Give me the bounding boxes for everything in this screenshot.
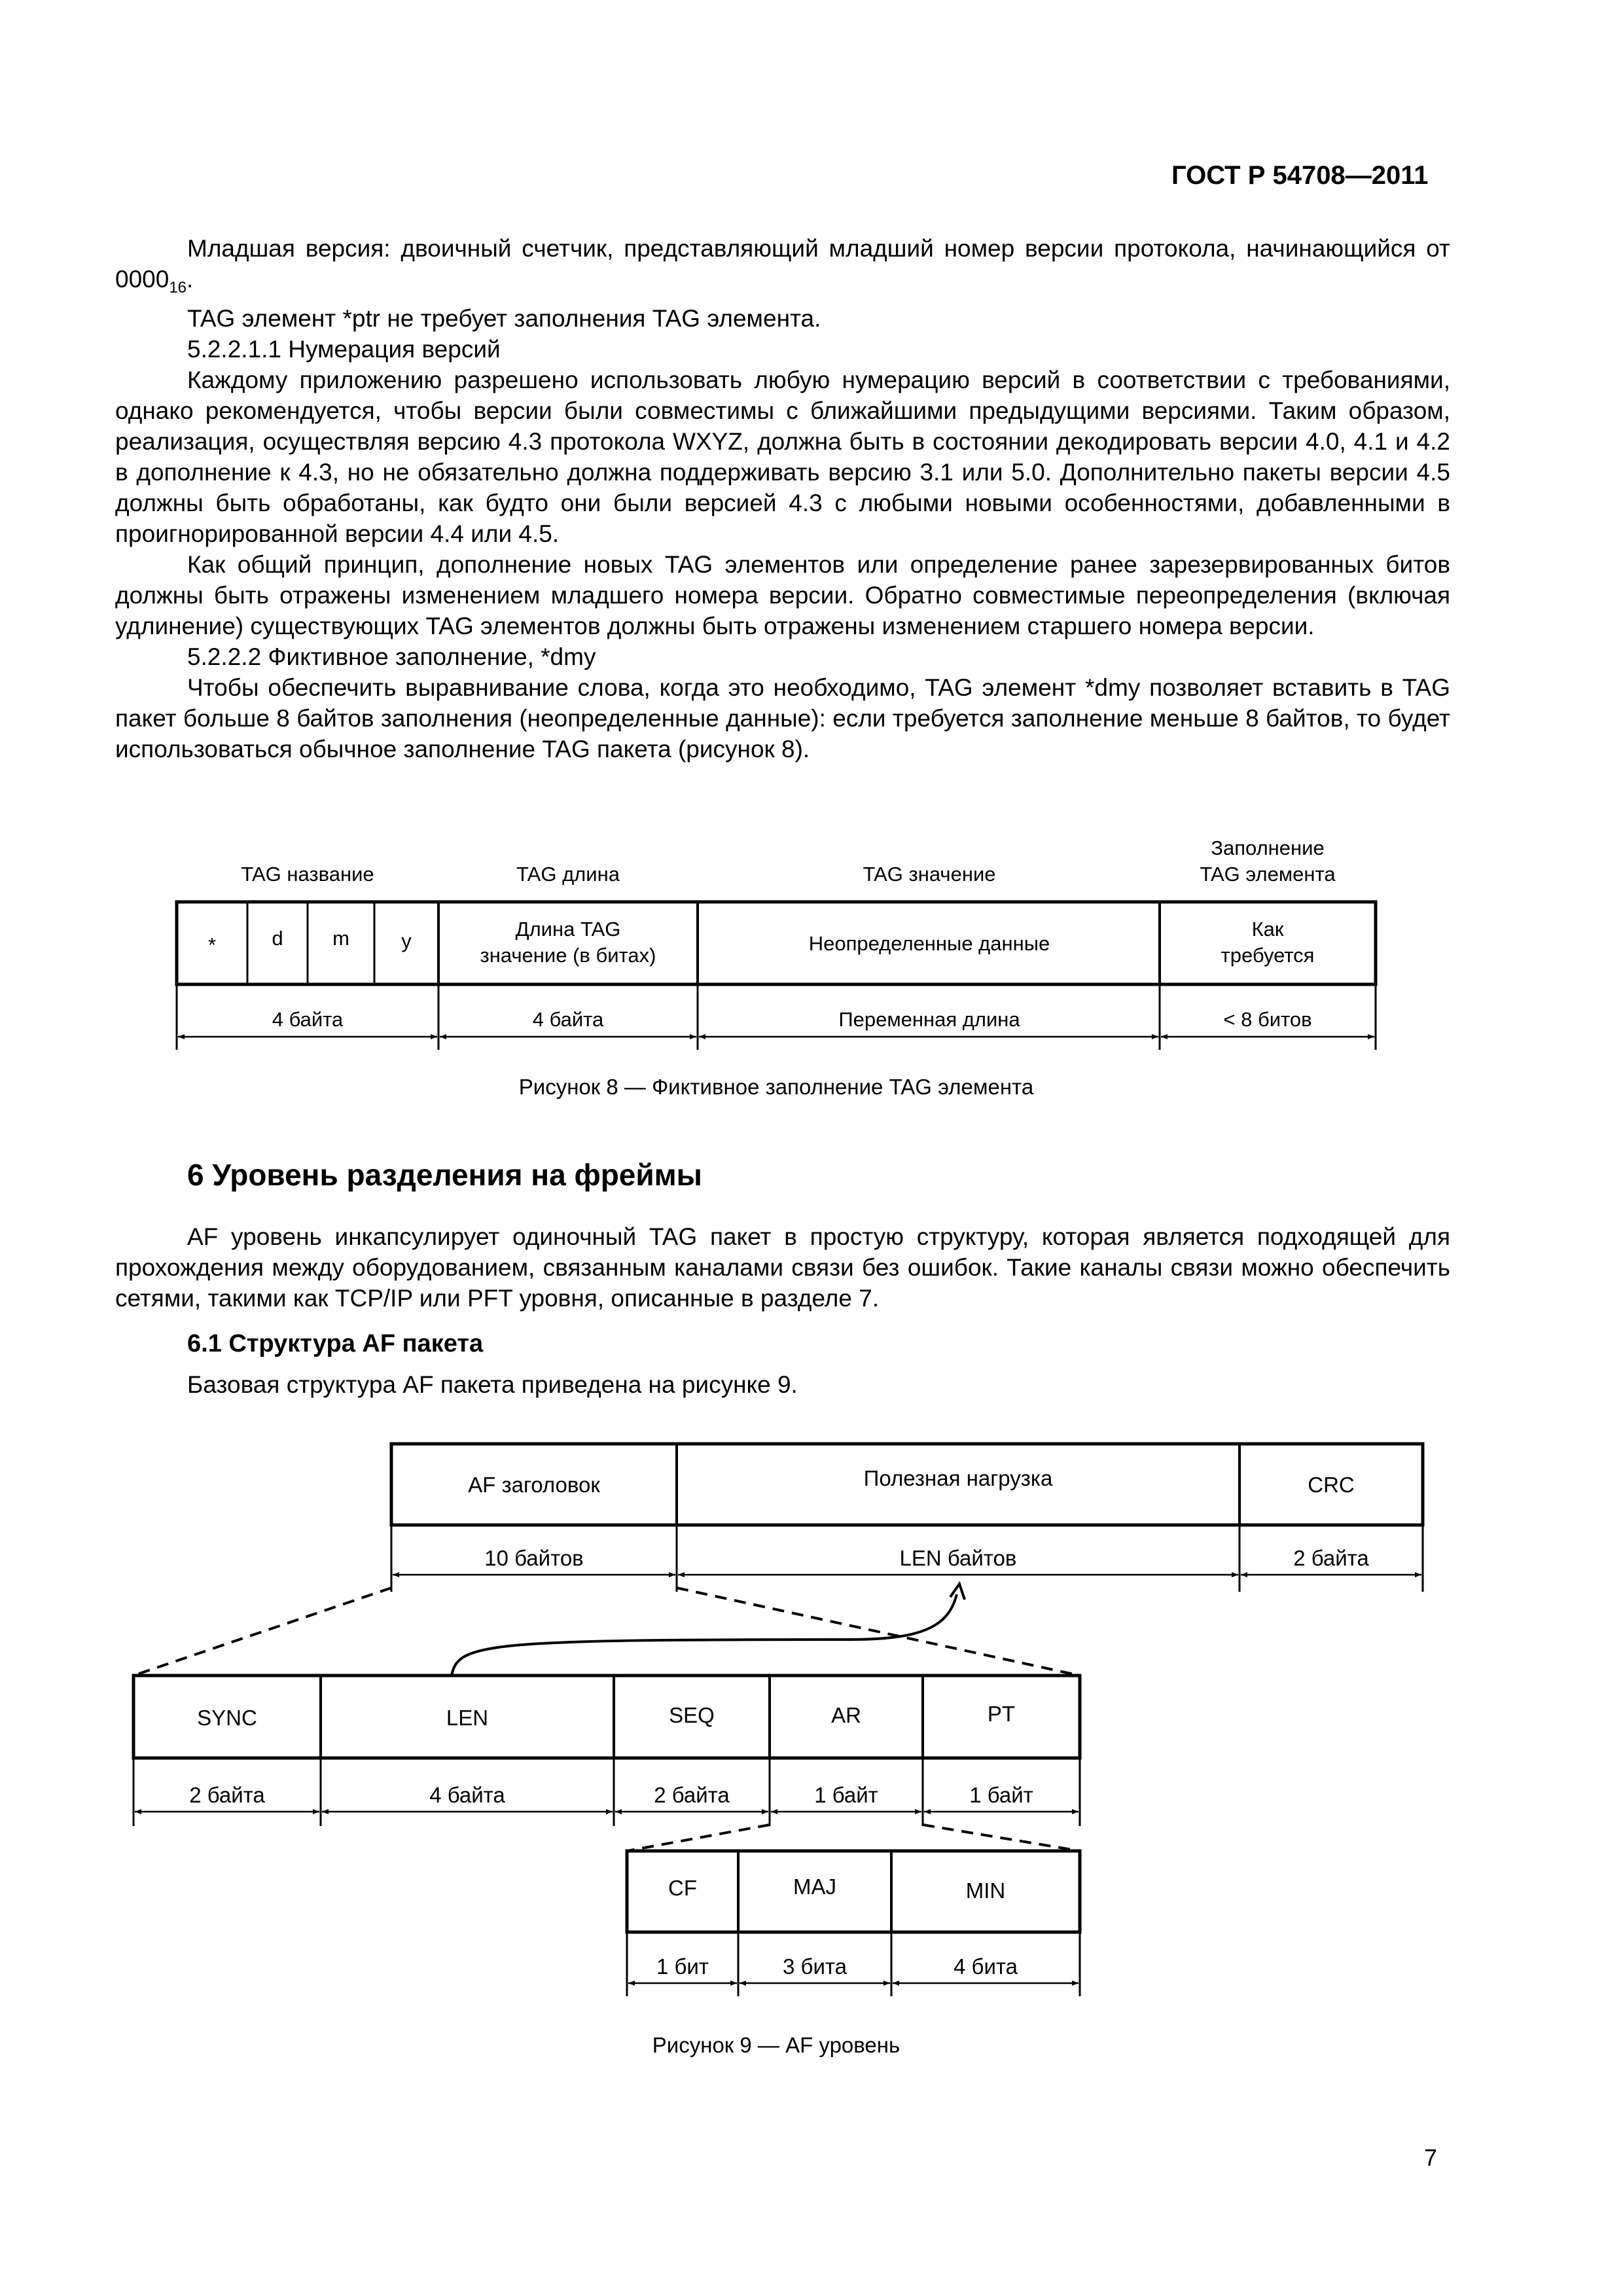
fig8-cell-length-1: Длина TAG <box>515 918 621 941</box>
fig9-cell-pt: PT <box>987 1702 1016 1726</box>
fig8-header-padding-2: TAG элемента <box>1200 863 1336 886</box>
fig9-cell-len: LEN <box>446 1706 489 1730</box>
fig9-cell-payload: Полезная нагрузка <box>863 1466 1053 1490</box>
section-6-text <box>115 1221 1450 1314</box>
paragraph-versioning: Каждому приложению разрешено использовать любую нумерацию версий в соответствии с требованиями, однако рекомендуется, чтобы версии были совместимы с ближайшими предыдущими версиями. Таким образом, реализация, осуществляя версию 4.3 протокола WXYZ, должна быть в состоянии декодировать версии 4.0, 4.1 и 4.2 в дополнение к 4.3, но не обязательно должна поддерживать версию 3.1 или 5.0. Дополнительно пакеты версии 4.5 должны быть обработаны, как будто они были версией 4.3 с любыми новыми особенностями, добавленными в проигнорированной версии 4.4 или 4.5. <box>115 367 1450 547</box>
paragraph-ptr: TAG элемент *ptr не требует заполнения TAG элемента. <box>187 305 821 332</box>
section-6-paragraph: AF уровень инкапсулирует одиночный TAG пакет в простую структуру, которая является подходящей для прохождения между оборудованием, связанным каналами связи без ошибок. Такие каналы связи можно обеспечить сетями, такими как TCP/IP или PFT уровня, описанные в разделе 7. <box>115 1223 1450 1312</box>
fig8-size-name: 4 байта <box>272 1008 344 1031</box>
fig8-cell-m: m <box>332 927 349 950</box>
fig8-header-padding-1: Заполнение <box>1211 836 1325 859</box>
fig9-size-min: 4 бита <box>954 1954 1018 1979</box>
fig9-size-crc: 2 байта <box>1293 1546 1369 1570</box>
fig8-cell-d: d <box>272 927 283 950</box>
fig9-size-seq: 2 байта <box>654 1783 730 1807</box>
fig9-cell-maj: MAJ <box>793 1874 836 1899</box>
fig9-cell-cf: CF <box>668 1876 697 1900</box>
fig9-cell-ar: AR <box>831 1703 861 1727</box>
figure-8-caption: Рисунок 8 — Фиктивное заполнение TAG элемента <box>518 1075 1034 1099</box>
fig9-size-cf: 1 бит <box>656 1954 709 1979</box>
fig8-cell-star: * <box>207 933 217 956</box>
fig8-cell-value: Неопределенные данные <box>808 932 1050 955</box>
fig8-header-name: TAG название <box>241 863 374 886</box>
fig8-header-value: TAG значение <box>863 863 996 886</box>
paragraph-minor-version: Младшая версия: двоичный счетчик, представляющий младший номер версии протокола, начинающийся от $0000_{16}$. <box>115 235 1450 296</box>
figure-9-caption: Рисунок 9 — AF уровень <box>652 2033 901 2057</box>
fig9-cell-sync: SYNC <box>197 1706 257 1730</box>
fig8-cell-y: y <box>401 929 412 952</box>
fig9-size-payload: LEN байтов <box>899 1546 1017 1570</box>
fig9-cell-af-header: AF заголовок <box>468 1473 600 1497</box>
fig8-size-value: Переменная длина <box>838 1008 1020 1031</box>
fig9-size-sync: 2 байта <box>189 1783 265 1807</box>
document-code: ГОСТ Р 54708—2011 <box>1171 161 1429 190</box>
fig8-cell-length-2: значение (в битах) <box>480 944 656 967</box>
fig8-cell-padding-1: Как <box>1251 918 1284 941</box>
paragraph-dmy: Чтобы обеспечить выравнивание слова, когда это необходимо, TAG элемент *dmy позволяет вставить в TAG пакет больше 8 байтов заполнения (неопределенные данные): если требуется заполнение меньше 8 байтов, то будет использоваться обычное заполнение TAG пакета (рисунок 8). <box>115 674 1450 762</box>
fig9-size-ar: 1 байт <box>814 1783 878 1807</box>
section-6-1-text <box>115 1369 1450 1400</box>
paragraph-principle: Как общий принцип, дополнение новых TAG элементов или определение ранее зарезервированных битов должны быть отражены изменением младшего номера версии. Обратно совместимые переопределения (включая удлинение) существующих TAG элементов должны быть отражены изменением старшего номера версии. <box>115 551 1450 639</box>
fig9-size-len: 4 байта <box>429 1783 505 1807</box>
fig8-header-length: TAG длина <box>516 863 620 886</box>
fig8-cell-padding-2: требуется <box>1221 944 1315 967</box>
page-number: 7 <box>1424 2144 1438 2171</box>
fig8-size-padding: < 8 битов <box>1223 1008 1312 1031</box>
fig9-cell-crc: CRC <box>1308 1473 1355 1497</box>
clause-5-2-2-1-1: 5.2.2.1.1 Нумерация версий <box>187 336 501 363</box>
fig9-size-maj: 3 бита <box>783 1954 847 1979</box>
section-6-heading: 6 Уровень разделения на фреймы <box>187 1158 702 1192</box>
fig9-size-pt: 1 байт <box>969 1783 1033 1807</box>
clause-5-2-2-2: 5.2.2.2 Фиктивное заполнение, *dmy <box>187 643 596 670</box>
fig9-cell-seq: SEQ <box>669 1703 715 1727</box>
fig9-cell-min: MIN <box>965 1878 1006 1903</box>
section-6-1-paragraph: Базовая структура AF пакета приведена на рисунке 9. <box>187 1371 798 1398</box>
section-6-1-heading: 6.1 Структура AF пакета <box>187 1330 484 1357</box>
fig9-size-af-header: 10 байтов <box>484 1546 584 1570</box>
fig8-size-length: 4 байта <box>532 1008 604 1031</box>
